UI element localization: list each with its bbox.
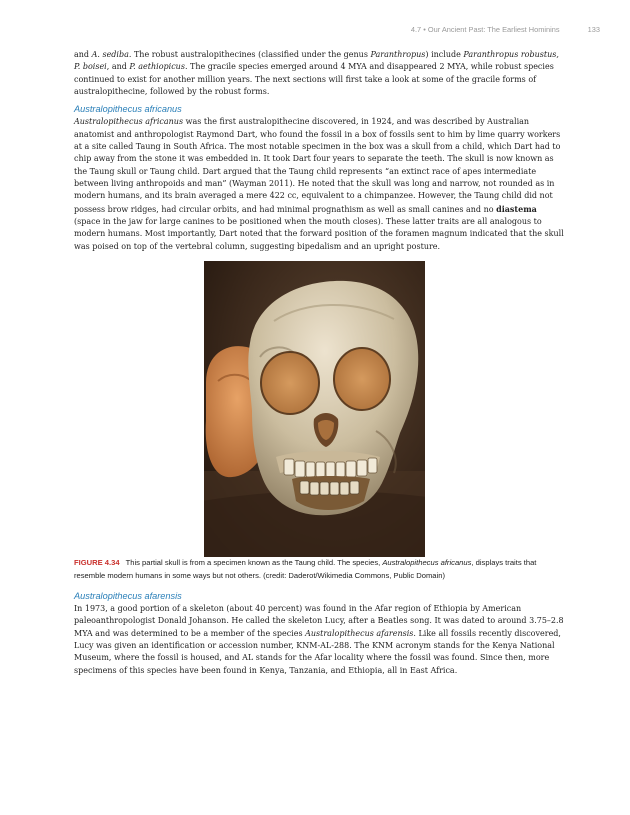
section-heading-afarensis: Australopithecus afarensis [74, 590, 182, 601]
intro-paragraph: and A. sediba. The robust australopithecines (classified under the genus Paranthropus) include Paranthropus robustus, P. boisei, and P. aethiopicus. The gracile species emerged around 4 MYA and disappeared 2 MYA, while robust species continued to exist for another million years. The next sections will first take a look at some of the gracile forms of australopithecine, followed by the robust forms. [74, 50, 559, 97]
page-number: 133 [587, 25, 600, 34]
africanus-paragraph: Australopithecus africanus was the first australopithecine discovered, in 1924, and was described by Australian anatomist and anthropologist Raymond Dart, who found the fossil in a box of fossils sent to him by lime quarry workers at a site called Taung in South Africa. The most notable specimen in the box was a skull from a child, which Dart had to chip away from the stone it was embedded in. It took Dart four years to separate the teeth. The skull is now known as the Taung skull or Taung child. Dart argued that the Taung child represents “an extinct race of apes intermediate between living anthropoids and man” (Wayman 2011). He noted that the skull was long and narrow, not rounded as in modern humans, and its brain averaged a mere 422 cc, equivalent to a chimpanzee. However, the Taung child did not possess brow ridges, had circular orbits, and had minimal prognathism as well as small canines and no diastema (space in the jaw for large canines to be positioned when the mouth closes). These latter traits are all analogous to modern humans. Most importantly, Dart noted that the forward position of the foramen magnum indicated that the skull was poised on top of the vertebral column, suggesting bipedalism and an upright posture. [74, 117, 564, 251]
page-content [74, 49, 564, 677]
running-head-section: 4.7 • Our Ancient Past: The Earliest Hominins [410, 25, 560, 34]
taung-skull-photo [204, 261, 425, 557]
figure-label: FIGURE 4.34 [74, 558, 120, 568]
section-heading-africanus: Australopithecus africanus [74, 104, 182, 115]
figure [74, 261, 564, 557]
running-head [60, 25, 600, 34]
figure-caption: FIGURE 4.34 This partial skull is from a specimen known as the Taung child. The species, Australopithecus africanus, displays traits that resemble modern humans in some ways but not others. (credit: Daderot/Wikimedia Commons, Public Domain) [74, 558, 537, 580]
afarensis-paragraph: In 1973, a good portion of a skeleton (about 40 percent) was found in the Afar region of Ethiopia by American paleoanthropologist Donald Johanson. He called the skeleton Lucy, after a Beatles song. It was dated to around 3.75–2.8 MYA and was determined to be a member of the species Australopithecus afarensis. Like all fossils recently discovered, Lucy was given an identification or accession number, KNM-AL-288. The KNM acronym stands for the Kenya National Museum, where the fossil is housed, and AL stands for the Afar locality where the fossil was found. Since then, more specimens of this species have been found in Kenya, Tanzania, and Ethiopia, all in East Africa. [74, 603, 564, 675]
